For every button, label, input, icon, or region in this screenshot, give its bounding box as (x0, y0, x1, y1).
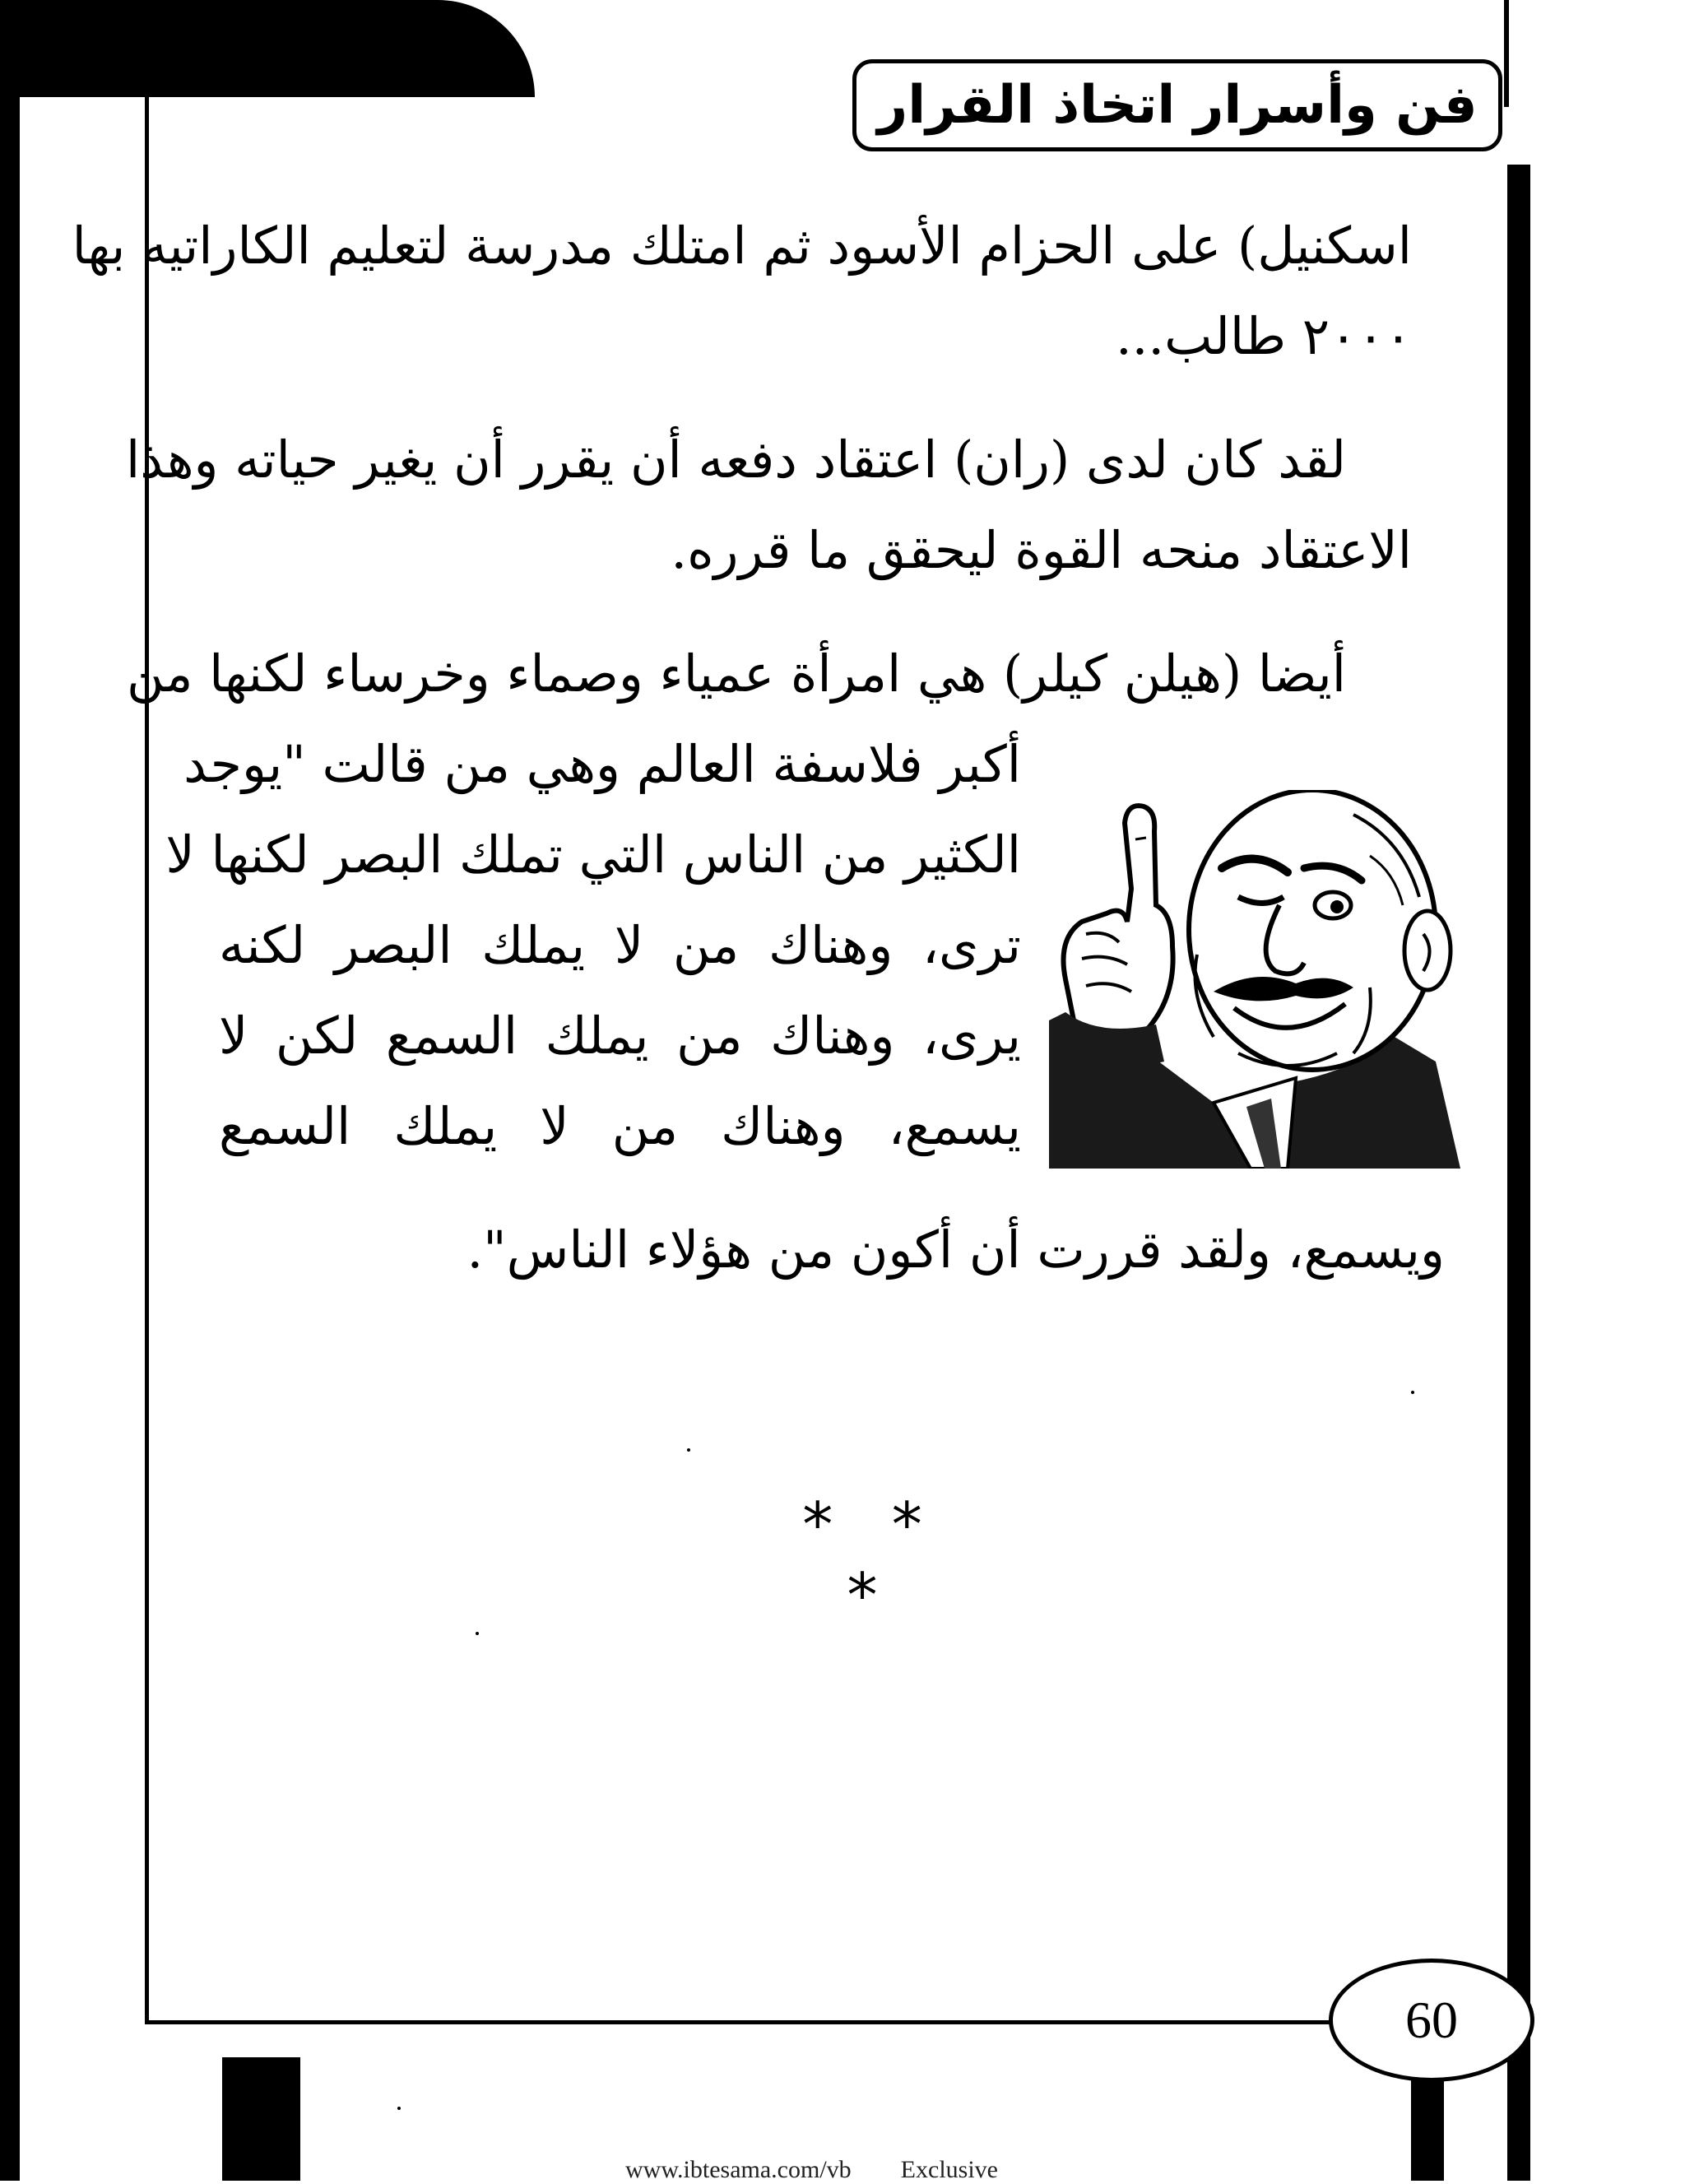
footer-url: www.ibtesama.com/vb (625, 2156, 852, 2183)
body-line: ٢٠٠٠ طالب... (1115, 306, 1412, 366)
body-line: يسمع، وهناك من لا يملك السمع (219, 1096, 1021, 1156)
page-number: 60 (1405, 1991, 1458, 2049)
body-line: الاعتقاد منحه القوة ليحقق ما قرره. (671, 520, 1412, 580)
body-line: ترى، وهناك من لا يملك البصر لكنه (219, 915, 1021, 975)
scan-speck (687, 1448, 690, 1452)
body-line: أيضا (هيلن كيلر) هي امرأة عمياء وصماء وخرساء لكنها من (127, 644, 1346, 704)
scan-speck (1411, 1391, 1414, 1394)
body-line: لقد كان لدى (ران) اعتقاد دفعه أن يقرر أن يغير حياته وهذا (126, 430, 1346, 490)
scan-edge-right-top (1504, 0, 1509, 107)
body-line: يرى، وهناك من يملك السمع لكن لا (219, 1006, 1021, 1066)
scan-edge-left (0, 0, 20, 2181)
scan-edge-top-left-curve (272, 0, 535, 97)
section-separator: * * * (802, 1489, 942, 1631)
running-header (852, 59, 1502, 151)
scan-speck (397, 2107, 401, 2110)
page-number-badge (1329, 1959, 1534, 2082)
footer (625, 2156, 1086, 2184)
body-line: ويسمع، ولقد قررت أن أكون من هؤلاء الناس". (467, 1220, 1445, 1280)
header-title: فن وأسرار اتخاذ القرار (877, 75, 1478, 136)
body-line: الكثير من الناس التي تملك البصر لكنها لا (165, 825, 1021, 885)
scan-speck (476, 1632, 479, 1635)
pointing-man-icon (1049, 790, 1460, 1169)
body-line: اسكنيل) على الحزام الأسود ثم امتلك مدرسة لتعليم الكاراتيه بها (72, 216, 1412, 276)
scan-edge-top-left (0, 0, 296, 97)
scan-edge-bottom-left (222, 2057, 300, 2181)
footer-label: Exclusive (900, 2156, 998, 2183)
body-line: أكبر فلاسفة العالم وهي من قالت "يوجد (183, 734, 1021, 794)
